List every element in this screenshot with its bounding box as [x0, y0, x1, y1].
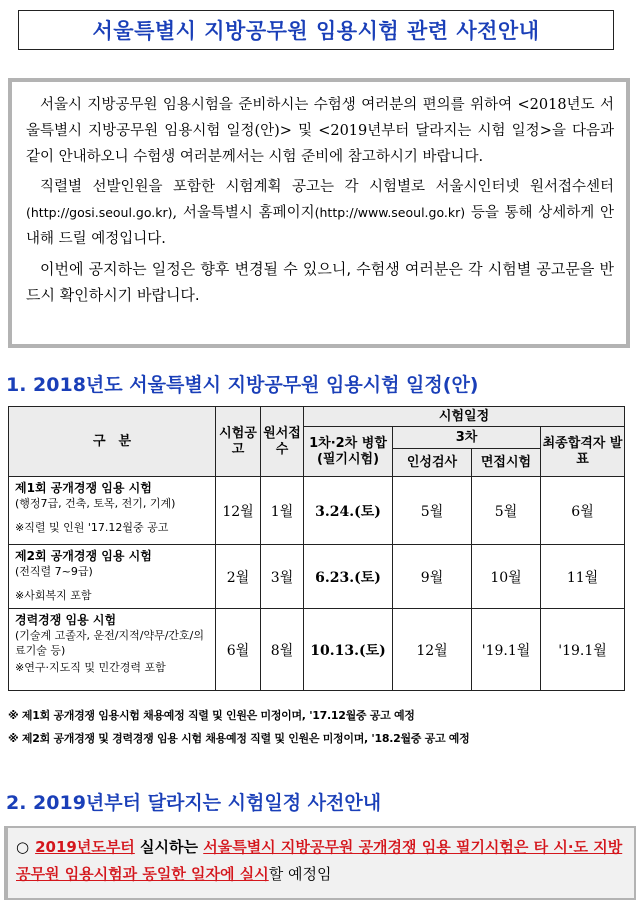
- seoul-url-link[interactable]: (http://www.seoul.go.kr): [314, 205, 466, 220]
- row-note: ※직렬 및 인원 '17.12월중 공고: [15, 521, 169, 534]
- intro-notice: [8, 78, 630, 348]
- schedule-table: [8, 406, 625, 691]
- table-row: [9, 545, 625, 609]
- intro-p2-text-c: 등을 통해 상세하게 안내해 드릴 예정입니다.: [26, 205, 615, 247]
- header-final: 최종합격자 발표: [541, 427, 625, 477]
- row-category: [9, 609, 216, 691]
- table-row: [9, 477, 625, 545]
- row-category: [9, 545, 216, 609]
- notice-text-2: 할 예정임: [268, 865, 332, 883]
- gosi-url-link[interactable]: (http://gosi.seoul.go.kr): [26, 205, 173, 220]
- intro-p2-text-a: 직렬별 선발인원을 포함한 시험계획 공고는 각 시험별로 서울시인터넷 원서접수센터: [40, 179, 614, 195]
- row-final: '19.1월: [541, 609, 625, 691]
- row-category: [9, 477, 216, 545]
- row-aptitude: 9월: [393, 545, 472, 609]
- header-schedule: 시험일정: [304, 407, 625, 427]
- row-name: 제2회 공개경쟁 임용 시험: [15, 549, 152, 563]
- bullet-circle: ○: [16, 838, 30, 856]
- row-apply: 8월: [261, 609, 304, 691]
- row-detail: (행정7급, 건축, 토목, 전기, 기계): [15, 497, 176, 510]
- row-note: ※사회복지 포함: [15, 589, 92, 602]
- row-final: 11월: [541, 545, 625, 609]
- schedule-change-notice: [4, 826, 636, 900]
- header-round12: [304, 427, 393, 477]
- row-written: 6.23.(토): [304, 545, 393, 609]
- row-interview: 10월: [472, 545, 541, 609]
- row-announce: 2월: [216, 545, 261, 609]
- header-round3: 3차: [393, 427, 541, 449]
- row-aptitude: 5월: [393, 477, 472, 545]
- row-aptitude: 12월: [393, 609, 472, 691]
- intro-paragraph-2: [26, 174, 614, 252]
- intro-paragraph-1: 서울시 지방공무원 임용시험을 준비하시는 수험생 여러분의 편의를 위하여 <2018년도 서울특별시 지방공무원 임용시험 일정(안)> 및 <2019년부터 달라지는 시험 일정>을 다음과 같이 안내하오니 수험생 여러분께서는 시험 준비에 참고하시기 바랍니다.: [26, 97, 614, 165]
- row-detail: (기술계 고졸자, 운전/지적/약무/간호/의료기술 등): [15, 629, 204, 657]
- header-category: 구 분: [9, 407, 216, 477]
- section1-heading: 1. 2018년도 서울특별시 지방공무원 임용시험 일정(안): [6, 374, 479, 396]
- row-final: 6월: [541, 477, 625, 545]
- header-announce: 시험공고: [216, 407, 261, 477]
- page-title: 서울특별시 지방공무원 임용시험 관련 사전안내: [18, 10, 614, 50]
- row-interview: '19.1월: [472, 609, 541, 691]
- row-name: 제1회 공개경쟁 임용 시험: [15, 481, 152, 495]
- table-row: [9, 609, 625, 691]
- row-apply: 1월: [261, 477, 304, 545]
- header-round12-sub: (필기시험): [316, 451, 380, 467]
- row-announce: 6월: [216, 609, 261, 691]
- header-interview: 면접시험: [472, 449, 541, 477]
- header-round12-label: 1차·2차 병합: [309, 435, 387, 451]
- notice-main-highlight: 서울특별시 지방공무원 공개경쟁 임용 필기시험은 타 시·도 지방공무원 임용시험과 동일한 일자에 실시: [16, 838, 623, 883]
- row-written: 10.13.(토): [304, 609, 393, 691]
- header-aptitude: 인성검사: [393, 449, 472, 477]
- row-announce: 12월: [216, 477, 261, 545]
- header-apply: 원서접수: [261, 407, 304, 477]
- notice-year-highlight: 2019년도부터: [35, 838, 135, 856]
- row-note: ※연구·지도직 및 민간경력 포함: [15, 661, 166, 674]
- notice-text-1: 실시하는: [134, 838, 204, 856]
- row-detail: (전직렬 7~9급): [15, 565, 93, 578]
- row-interview: 5월: [472, 477, 541, 545]
- footnote-1: ※ 제1회 공개경쟁 임용시험 채용예정 직렬 및 인원은 미정이며, '17.12월중 공고 예정: [8, 709, 415, 722]
- intro-paragraph-3: 이번에 공지하는 일정은 향후 변경될 수 있으니, 수험생 여러분은 각 시험별 공고문을 반드시 확인하시기 바랍니다.: [26, 260, 614, 304]
- intro-p2-text-b: , 서울특별시 홈페이지: [172, 205, 315, 221]
- section2-heading: 2. 2019년부터 달라지는 시험일정 사전안내: [6, 792, 382, 814]
- row-written: 3.24.(토): [304, 477, 393, 545]
- row-apply: 3월: [261, 545, 304, 609]
- footnote-2: ※ 제2회 공개경쟁 및 경력경쟁 임용 시험 채용예정 직렬 및 인원은 미정이며, '18.2월중 공고 예정: [8, 732, 470, 745]
- row-name: 경력경쟁 임용 시험: [15, 613, 117, 627]
